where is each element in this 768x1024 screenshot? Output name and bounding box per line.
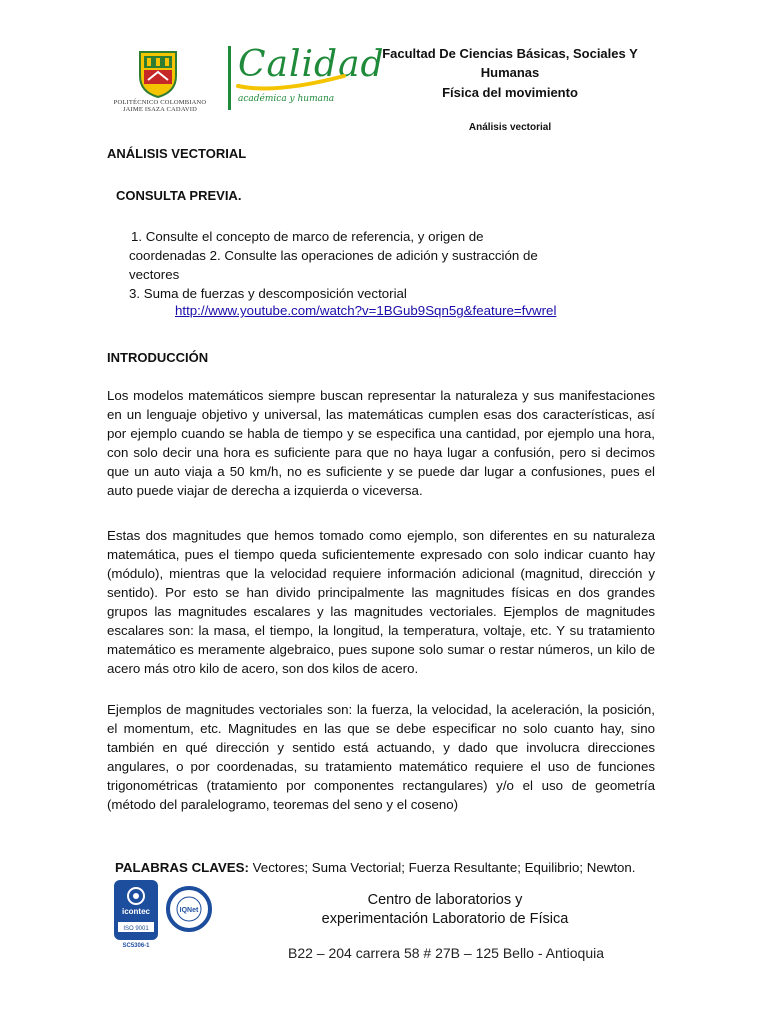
pre-item-2: coordenadas 2. Consulte las operaciones de adición y sustracción de <box>129 248 538 263</box>
institution-name-line-1: POLITÉCNICO COLOMBIANO <box>113 99 207 106</box>
iqnet-label: IQNet <box>179 907 199 914</box>
lab-address: B22 – 204 carrera 58 # 27B – 125 Bello - Antioquia <box>288 945 604 961</box>
intro-heading: INTRODUCCIÓN <box>107 350 209 365</box>
icontec-label: icontec <box>121 907 151 916</box>
course-name: Física del movimiento <box>442 85 578 100</box>
institution-name-line-2: JAIME ISAZA CADAVID <box>122 106 198 113</box>
keywords-line <box>115 860 636 875</box>
document-title: ANÁLISIS VECTORIAL <box>107 146 247 161</box>
topic-name: Análisis vectorial <box>468 122 552 133</box>
keywords-label: PALABRAS CLAVES: <box>115 860 249 875</box>
pre-item-4: 3. Suma de fuerzas y descomposición vectorial <box>129 286 407 301</box>
logo-divider <box>228 46 231 110</box>
pre-heading: CONSULTA PREVIA. <box>116 188 242 203</box>
faculty-name: Facultad De Ciencias Básicas, Sociales Y Humanas <box>382 46 638 80</box>
quality-logo-subtitle: académica y humana <box>238 94 335 104</box>
pre-item-1: 1. Consulte el concepto de marco de referencia, y origen de <box>131 229 484 244</box>
icontec-iso: ISO 9001 <box>123 926 149 932</box>
icontec-certification-icon <box>114 880 158 940</box>
quality-swoosh-icon <box>236 74 346 94</box>
keywords-list: Vectores; Suma Vectorial; Fuerza Resultante; Equilibrio; Newton. <box>248 860 636 875</box>
video-link[interactable]: http://www.youtube.com/watch?v=1BGub9Sqn5g&feature=fvwrel <box>175 303 557 318</box>
icontec-code: SC5306-1 <box>122 943 150 949</box>
paragraph-1: Los modelos matemáticos siempre buscan representar la naturaleza y sus manifestaciones en un lenguaje objetivo y universal, las matemáticas cumplen esas dos características, así por ejemplo cuando se habla de tiempo y se especifica una cantidad, por ejemplo una hora, con solo decir una hora es suficiente para que no haya lugar a confusión, pero si decimos que un auto viaja a 50 km/h, no es suficiente y se puede dar lugar a confusiones, pues el auto puede viajar de derecha a izquierda o viceversa. <box>107 388 655 498</box>
paragraph-3: Ejemplos de magnitudes vectoriales son: la fuerza, la velocidad, la aceleración, la posición, el momentum, etc. Magnitudes en las que se debe especificar no solo cuanto hay, sino también en qué dirección y sentido está actuando, y dado que involucra direcciones angulares, o por coordenadas, su tratamiento matemático requiere el uso de funciones trigonométricas (tratamiento por componentes rectangulares) y/o el uso de geometría (método del paralelogramo, teoremas del seno y el coseno) <box>107 702 655 812</box>
institution-crest-icon <box>138 50 178 98</box>
quality-logo-word: Calidad <box>238 44 385 85</box>
iqnet-certification-icon <box>166 886 212 932</box>
lab-name-line-1: Centro de laboratorios y <box>367 892 523 908</box>
pre-item-3: vectores <box>129 267 180 282</box>
paragraph-2: Estas dos magnitudes que hemos tomado como ejemplo, son diferentes en su naturaleza matemática, pues el tiempo queda suficientemente expresado con solo indicar cuanto hay (módulo), mientras que la velocidad requiere información adicional (magnitud, dirección y sentido). Por esto se han divido principalmente las magnitudes físicas en dos grandes grupos las magnitudes escalares y las magnitudes vectoriales. Ejemplos de magnitudes escalares son: la masa, el tiempo, la longitud, la temperatura, voltaje, etc. Y su tratamiento matemático es meramente algebraico, pues supone solo sumar o restar números, un kilo de acero más otro kilo de acero, son dos kilos de acero. <box>107 528 655 676</box>
lab-name-line-2: experimentación Laboratorio de Física <box>321 911 569 927</box>
institution-name <box>104 99 216 113</box>
